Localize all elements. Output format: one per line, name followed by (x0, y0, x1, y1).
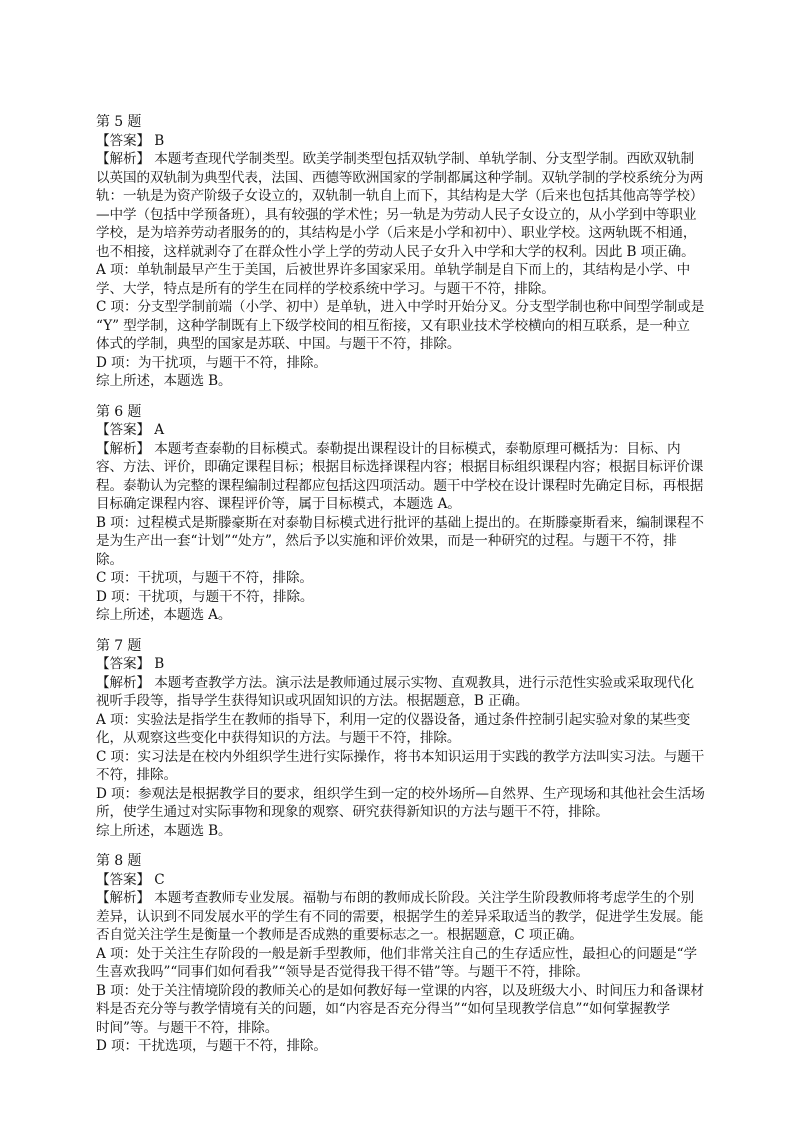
explanation-line: 以英国的双轨制为典型代表，法国、西德等欧洲国家的学制都属这种学制。双轨学制的学校系统分为两 (96, 169, 704, 186)
explanation-line: A 项：单轨制最早产生于美国，后被世界许多国家采用。单轨学制是自下而上的，其结构是小学、中 (96, 262, 691, 278)
question-title: 第 7 题 (96, 637, 142, 654)
explanation-line: 综上所述，本题选 A。 (96, 607, 232, 623)
explanation-line: A 项：实验法是指学生在教师的指导下，利用一定的仪器设备，通过条件控制引起实验对象的某些变 (96, 711, 691, 728)
explanation-line: 生喜欢我吗”“同事们如何看我”“领导是否觉得我干得不错”等。与题干不符，排除。 (96, 964, 590, 980)
question-7 (96, 637, 712, 841)
explanation-line: 化，从观察这些变化中获得知识的方法。与题干不符，排除。 (96, 730, 461, 746)
explanation-line: D 项：参观法是根据教学目的要求，组织学生到一定的校外场所—自然界、生产现场和其他社会生活场 (96, 785, 705, 802)
question-8 (96, 852, 712, 1056)
explanation-line: “Y” 型学制，这种学制既有上下级学校间的相互衔接，又有职业技术学校横向的相互联系，是一种立 (96, 317, 690, 334)
explanation-line: 学校，是为培养劳动者服务的的，其结构是小学（后来是小学和初中）、职业学校。这两轨既不相通， (96, 225, 697, 241)
explanation-line: 否自觉关注学生是衡量一个教师是否成熟的重要标志之一。根据题意，C 项正确。 (96, 927, 583, 943)
answer-line: 【答案】 B (96, 656, 165, 672)
explanation-line: D 项：干扰选项，与题干不符，排除。 (96, 1038, 327, 1054)
explanation-line: 【解析】 本题考查教学方法。演示法是教师通过展示实物、直观教具，进行示范性实验或采取现代化 (96, 674, 694, 691)
explanation-line: 时间”等。与题干不符，排除。 (96, 1019, 279, 1036)
explanation-line: 【解析】 本题考查泰勒的目标模式。泰勒提出课程设计的目标模式，泰勒原理可概括为：目标、内 (96, 440, 681, 457)
explanation-line: A 项：处于关注生存阶段的一般是新手型教师，他们非常关注自己的生存适应性，最担心的问题是“学 (96, 945, 698, 962)
explanation-line: 综上所述，本题选 B。 (96, 822, 232, 839)
explanation-line: 也不相接，这样就剥夺了在群众性小学上学的劳动人民子女升入中学和大学的权利。因此 B 项正确。 (96, 243, 695, 260)
explanation (96, 889, 712, 1056)
question-title: 第 5 题 (96, 114, 142, 130)
explanation-line: 所，使学生通过对实际事物和现象的观察、研究获得新知识的方法与题干不符，排除。 (96, 804, 609, 820)
explanation (96, 440, 712, 625)
explanation-line: 料是否充分等与教学情境有关的问题，如“内容是否充分得当”“如何呈现教学信息”“如何掌握教学 (96, 1001, 670, 1017)
explanation-line: 差异，认识到不同发展水平的学生有不同的需要，根据学生的差异采取适当的教学，促进学生发展。能 (96, 908, 704, 925)
answer-line: 【答案】 A (96, 422, 164, 438)
question-6 (96, 403, 712, 625)
explanation-line: 是为生产出一套“计划”“处方”，然后予以实施和评价效果，而是一种研究的过程。与题干不符，排 (96, 533, 677, 549)
explanation-line: B 项：处于关注情境阶段的教师关心的是如何教好每一堂课的内容，以及班级大小、时间压力和备课材 (96, 982, 704, 999)
explanation-line: 体式的学制，典型的国家是苏联、中国。与题干不符，排除。 (96, 336, 461, 352)
answer-line: 【答案】 C (96, 871, 165, 888)
explanation-line: C 项：干扰项，与题干不符，排除。 (96, 570, 313, 586)
document-page (96, 113, 712, 1068)
explanation-line: B 项：过程模式是斯滕豪斯在对泰勒目标模式进行批评的基础上提出的。在斯滕豪斯看来，编制课程不 (96, 514, 704, 531)
question-5 (96, 113, 712, 391)
explanation (96, 150, 712, 391)
explanation-line: 【解析】 本题考查教师专业发展。福勒与布朗的教师成长阶段。关注学生阶段教师将考虑学生的个别 (96, 890, 694, 906)
explanation-line: —中学（包括中学预备班），具有较强的学术性；另一轨是为劳动人民子女设立的，从小学到中等职业 (96, 206, 697, 223)
explanation-line: 程。泰勒认为完整的课程编制过程都应包括这四项活动。题干中学校在设计课程时先确定目标，再根据 (96, 477, 704, 494)
explanation-line: D 项：为干扰项，与题干不符，排除。 (96, 354, 327, 371)
question-title: 第 8 题 (96, 853, 142, 869)
explanation-line: 不符，排除。 (96, 767, 177, 783)
explanation-line: 视听手段等，指导学生获得知识或巩固知识的方法。根据题意，B 正确。 (96, 693, 529, 709)
explanation-line: 【解析】 本题考查现代学制类型。欧美学制类型包括双轨学制、单轨学制、分支型学制。西欧双轨制 (96, 151, 694, 167)
answer-line: 【答案】 B (96, 132, 165, 149)
explanation (96, 674, 712, 841)
explanation-line: C 项：分支型学制前端（小学、初中）是单轨，进入中学时开始分叉。分支型学制也称中间型学制或是 (96, 299, 705, 315)
explanation-line: 目标确定课程内容、课程评价等，属于目标模式，本题选 A。 (96, 496, 461, 512)
explanation-line: 学、大学，特点是所有的学生在同样的学校系统中学习。与题干不符，排除。 (96, 280, 555, 297)
explanation-line: C 项：实习法是在校内外组织学生进行实际操作，将书本知识运用于实践的教学方法叫实习法。与题干 (96, 748, 705, 765)
explanation-line: 容、方法、评价，即确定课程目标；根据目标选择课程内容；根据目标组织课程内容；根据目标评价课 (96, 459, 704, 475)
explanation-line: 综上所述，本题选 B。 (96, 373, 232, 389)
question-title: 第 6 题 (96, 403, 142, 420)
explanation-line: 轨：一轨是为资产阶级子女设立的，双轨制一轨自上而下，其结构是大学（后来也包括其他高等学校） (96, 188, 704, 204)
explanation-line: 除。 (96, 551, 123, 568)
explanation-line: D 项：干扰项，与题干不符，排除。 (96, 588, 314, 605)
